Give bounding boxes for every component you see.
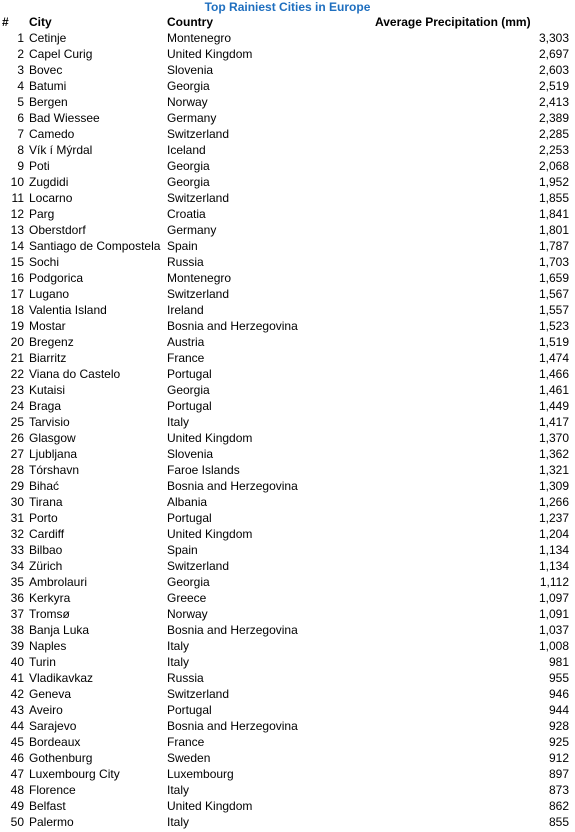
table-row [0, 286, 575, 302]
city-cell: Tórshavn [29, 463, 80, 477]
rank-cell: 28 [10, 463, 24, 477]
table-row [0, 542, 575, 558]
precipitation-cell: 1,801 [538, 223, 569, 237]
country-cell: Russia [167, 671, 204, 685]
city-cell: Kerkyra [29, 591, 71, 605]
country-cell: Spain [167, 239, 198, 253]
rank-cell: 29 [10, 479, 24, 493]
table-row [0, 782, 575, 798]
country-cell: Croatia [167, 207, 206, 221]
precipitation-cell: 1,112 [539, 575, 569, 589]
table-row [0, 174, 575, 190]
table-row [0, 126, 575, 142]
city-cell: Glasgow [29, 431, 76, 445]
country-cell: Russia [167, 255, 204, 269]
country-cell: Sweden [167, 751, 211, 765]
country-cell: Portugal [167, 511, 212, 525]
precipitation-cell: 1,523 [538, 319, 569, 333]
table-row [0, 558, 575, 574]
rank-cell: 38 [10, 623, 24, 637]
precipitation-cell: 955 [548, 671, 569, 685]
country-cell: France [167, 351, 205, 365]
city-cell: Tirana [29, 495, 63, 509]
table-row [0, 734, 575, 750]
country-cell: Portugal [167, 399, 212, 413]
city-cell: Aveiro [29, 703, 63, 717]
table-row [0, 398, 575, 414]
city-cell: Lugano [29, 287, 70, 301]
rank-cell: 46 [10, 751, 24, 765]
table-row [0, 814, 575, 830]
table-row [0, 62, 575, 78]
rank-cell: 21 [10, 351, 24, 365]
city-cell: Viana do Castelo [29, 367, 121, 381]
precipitation-cell: 1,134 [538, 543, 569, 557]
rank-cell: 27 [10, 447, 24, 461]
country-cell: Portugal [167, 703, 212, 717]
precipitation-cell: 1,370 [538, 431, 569, 445]
country-cell: Switzerland [167, 191, 230, 205]
city-cell: Florence [29, 783, 76, 797]
city-cell: Oberstdorf [29, 223, 86, 237]
city-cell: Locarno [29, 191, 73, 205]
table-row [0, 110, 575, 126]
precipitation-cell: 1,466 [538, 367, 569, 381]
city-cell: Valentia Island [29, 303, 107, 317]
precipitation-cell: 2,389 [538, 111, 569, 125]
rank-cell: 40 [10, 655, 24, 669]
precipitation-cell: 2,413 [538, 95, 569, 109]
country-cell: Switzerland [167, 559, 230, 573]
rank-cell: 48 [10, 783, 24, 797]
table-header-row [0, 14, 575, 30]
rank-cell: 13 [10, 223, 24, 237]
rank-cell: 11 [11, 191, 24, 205]
city-cell: Palermo [29, 815, 74, 829]
table-row [0, 606, 575, 622]
precipitation-cell: 1,659 [538, 271, 569, 285]
city-cell: Belfast [29, 799, 66, 813]
header-city: City [29, 15, 52, 29]
city-cell: Sochi [29, 255, 60, 269]
city-cell: Bilbao [29, 543, 63, 557]
precipitation-cell: 2,285 [538, 127, 569, 141]
country-cell: Switzerland [167, 127, 230, 141]
country-cell: Luxembourg [167, 767, 234, 781]
city-cell: Vladikavkaz [29, 671, 94, 685]
country-cell: Germany [167, 223, 217, 237]
table-row [0, 142, 575, 158]
country-cell: Slovenia [167, 447, 214, 461]
country-cell: Italy [167, 639, 190, 653]
rank-cell: 10 [10, 175, 24, 189]
city-cell: Bordeaux [29, 735, 81, 749]
table-row [0, 622, 575, 638]
precipitation-cell: 2,603 [538, 63, 569, 77]
precipitation-cell: 897 [548, 767, 569, 781]
country-cell: United Kingdom [167, 47, 253, 61]
table-row [0, 46, 575, 62]
country-cell: Georgia [167, 79, 210, 93]
country-cell: Bosnia and Herzegovina [167, 719, 298, 733]
table-body [0, 30, 575, 830]
table-row [0, 478, 575, 494]
table-row [0, 254, 575, 270]
precipitation-cell: 1,204 [538, 527, 569, 541]
city-cell: Ljubljana [29, 447, 78, 461]
city-cell: Podgorica [29, 271, 84, 285]
rank-cell: 20 [10, 335, 24, 349]
country-cell: Slovenia [167, 63, 214, 77]
header-country: Country [167, 15, 213, 29]
city-cell: Parg [29, 207, 55, 221]
rank-cell: 49 [10, 799, 24, 813]
rank-cell: 6 [17, 111, 24, 125]
precipitation-cell: 1,091 [538, 607, 569, 621]
precipitation-cell: 925 [548, 735, 569, 749]
precipitation-cell: 1,037 [538, 623, 569, 637]
rank-cell: 30 [10, 495, 24, 509]
rank-cell: 17 [10, 287, 24, 301]
city-cell: Bregenz [29, 335, 74, 349]
rank-cell: 50 [10, 815, 24, 829]
rank-cell: 15 [10, 255, 24, 269]
rank-cell: 18 [10, 303, 24, 317]
city-cell: Bergen [29, 95, 68, 109]
precipitation-cell: 1,519 [538, 335, 569, 349]
precipitation-cell: 1,309 [538, 479, 569, 493]
precipitation-cell: 1,417 [538, 415, 569, 429]
city-cell: Poti [29, 159, 50, 173]
precipitation-cell: 1,362 [538, 447, 569, 461]
city-cell: Tarvisio [29, 415, 70, 429]
table-row [0, 670, 575, 686]
city-cell: Biarritz [29, 351, 67, 365]
precipitation-cell: 1,474 [538, 351, 569, 365]
rank-cell: 33 [10, 543, 24, 557]
rank-cell: 45 [10, 735, 24, 749]
table-row [0, 654, 575, 670]
country-cell: Greece [167, 591, 207, 605]
country-cell: Georgia [167, 159, 210, 173]
city-cell: Cetinje [29, 31, 67, 45]
city-cell: Porto [29, 511, 58, 525]
precipitation-cell: 1,134 [538, 559, 569, 573]
precipitation-cell: 1,841 [538, 207, 569, 221]
country-cell: Bosnia and Herzegovina [167, 319, 298, 333]
precipitation-cell: 1,787 [538, 239, 569, 253]
city-cell: Bovec [29, 63, 63, 77]
precipitation-cell: 1,321 [538, 463, 569, 477]
table-row [0, 206, 575, 222]
city-cell: Turin [29, 655, 56, 669]
city-cell: Zürich [29, 559, 63, 573]
country-cell: Italy [167, 655, 190, 669]
precipitation-cell: 1,557 [538, 303, 569, 317]
rank-cell: 22 [10, 367, 24, 381]
country-cell: Spain [167, 543, 198, 557]
table-row [0, 382, 575, 398]
rank-cell: 47 [10, 767, 24, 781]
rank-cell: 34 [10, 559, 24, 573]
rank-cell: 32 [10, 527, 24, 541]
city-cell: Braga [29, 399, 62, 413]
precipitation-cell: 1,461 [538, 383, 569, 397]
rank-cell: 31 [10, 511, 24, 525]
city-cell: Sarajevo [29, 719, 77, 733]
country-cell: Switzerland [167, 687, 230, 701]
table-row [0, 686, 575, 702]
table-row [0, 158, 575, 174]
country-cell: United Kingdom [167, 431, 253, 445]
country-cell: Montenegro [167, 31, 232, 45]
table-row [0, 350, 575, 366]
precipitation-cell: 2,253 [538, 143, 569, 157]
city-cell: Camedo [29, 127, 75, 141]
rank-cell: 35 [10, 575, 24, 589]
precipitation-cell: 1,855 [538, 191, 569, 205]
table-row [0, 510, 575, 526]
table-row [0, 270, 575, 286]
country-cell: Italy [167, 415, 190, 429]
table-row [0, 190, 575, 206]
city-cell: Luxembourg City [29, 767, 120, 781]
city-cell: Capel Curig [29, 47, 93, 61]
rank-cell: 41 [10, 671, 24, 685]
city-cell: Santiago de Compostela [29, 239, 161, 253]
rank-cell: 26 [10, 431, 24, 445]
precipitation-cell: 873 [548, 783, 569, 797]
country-cell: Ireland [167, 303, 204, 317]
precipitation-cell: 1,567 [538, 287, 569, 301]
table-row [0, 366, 575, 382]
table-row [0, 766, 575, 782]
rank-cell: 37 [10, 607, 24, 621]
country-cell: Iceland [167, 143, 206, 157]
country-cell: Austria [167, 335, 205, 349]
rank-cell: 12 [10, 207, 24, 221]
country-cell: Norway [167, 607, 208, 621]
precipitation-cell: 855 [548, 815, 569, 829]
country-cell: France [167, 735, 205, 749]
country-cell: Italy [167, 783, 190, 797]
rank-cell: 39 [10, 639, 24, 653]
country-cell: Switzerland [167, 287, 230, 301]
precipitation-cell: 946 [548, 687, 569, 701]
precipitation-cell: 981 [548, 655, 569, 669]
table-row [0, 318, 575, 334]
rank-cell: 42 [10, 687, 24, 701]
city-cell: Gothenburg [29, 751, 93, 765]
city-cell: Vík í Mýrdal [29, 143, 93, 157]
table-row [0, 334, 575, 350]
table-row [0, 30, 575, 46]
city-cell: Mostar [29, 319, 66, 333]
table-row [0, 462, 575, 478]
rank-cell: 24 [10, 399, 24, 413]
precipitation-cell: 1,097 [538, 591, 569, 605]
table-row [0, 222, 575, 238]
country-cell: Montenegro [167, 271, 232, 285]
table-row [0, 590, 575, 606]
rank-cell: 25 [10, 415, 24, 429]
city-cell: Naples [29, 639, 67, 653]
page-title: Top Rainiest Cities in Europe [204, 0, 371, 14]
table-row [0, 526, 575, 542]
city-cell: Batumi [29, 79, 67, 93]
rank-cell: 8 [17, 143, 24, 157]
table-row [0, 574, 575, 590]
table-row [0, 446, 575, 462]
city-cell: Zugdidi [29, 175, 69, 189]
precipitation-cell: 1,449 [538, 399, 569, 413]
city-cell: Bihać [29, 479, 60, 493]
rank-cell: 1 [17, 31, 24, 45]
rainiest-cities-table [0, 14, 575, 830]
rank-cell: 7 [17, 127, 24, 141]
precipitation-cell: 1,237 [538, 511, 569, 525]
rank-cell: 36 [10, 591, 24, 605]
city-cell: Tromsø [29, 607, 70, 621]
rank-cell: 9 [17, 159, 24, 173]
country-cell: Italy [167, 815, 190, 829]
table-row [0, 638, 575, 654]
city-cell: Geneva [29, 687, 72, 701]
precipitation-cell: 1,008 [538, 639, 569, 653]
city-cell: Cardiff [29, 527, 65, 541]
precipitation-cell: 912 [548, 751, 569, 765]
country-cell: Albania [167, 495, 208, 509]
table-row [0, 702, 575, 718]
precipitation-cell: 862 [548, 799, 569, 813]
country-cell: United Kingdom [167, 799, 253, 813]
city-cell: Bad Wiessee [29, 111, 100, 125]
country-cell: Germany [167, 111, 217, 125]
rank-cell: 43 [10, 703, 24, 717]
precipitation-cell: 1,952 [538, 175, 569, 189]
country-cell: Georgia [167, 383, 210, 397]
precipitation-cell: 2,697 [538, 47, 569, 61]
rank-cell: 44 [10, 719, 24, 733]
precipitation-cell: 2,068 [538, 159, 569, 173]
precipitation-cell: 1,266 [538, 495, 569, 509]
table-row [0, 798, 575, 814]
city-cell: Ambrolauri [29, 575, 88, 589]
precipitation-cell: 928 [548, 719, 569, 733]
rank-cell: 4 [17, 79, 24, 93]
rank-cell: 16 [10, 271, 24, 285]
table-row [0, 718, 575, 734]
precipitation-cell: 2,519 [538, 79, 569, 93]
country-cell: Faroe Islands [167, 463, 240, 477]
city-cell: Kutaisi [29, 383, 66, 397]
rank-cell: 23 [10, 383, 24, 397]
table-row [0, 238, 575, 254]
country-cell: Georgia [167, 175, 210, 189]
rank-cell: 19 [10, 319, 24, 333]
header-rank: # [2, 15, 9, 29]
table-row [0, 94, 575, 110]
header-precipitation: Average Precipitation (mm) [375, 15, 531, 29]
table-row [0, 78, 575, 94]
table-row [0, 494, 575, 510]
country-cell: Bosnia and Herzegovina [167, 479, 298, 493]
table-row [0, 430, 575, 446]
country-cell: Norway [167, 95, 208, 109]
precipitation-cell: 944 [548, 703, 569, 717]
country-cell: Portugal [167, 367, 212, 381]
precipitation-cell: 3,303 [538, 31, 569, 45]
country-cell: Georgia [167, 575, 210, 589]
table-row [0, 414, 575, 430]
table-row [0, 750, 575, 766]
rank-cell: 2 [17, 47, 24, 61]
rank-cell: 5 [17, 95, 24, 109]
rank-cell: 14 [10, 239, 24, 253]
precipitation-cell: 1,703 [538, 255, 569, 269]
table-row [0, 302, 575, 318]
city-cell: Banja Luka [29, 623, 90, 637]
country-cell: Bosnia and Herzegovina [167, 623, 298, 637]
rank-cell: 3 [17, 63, 24, 77]
country-cell: United Kingdom [167, 527, 253, 541]
